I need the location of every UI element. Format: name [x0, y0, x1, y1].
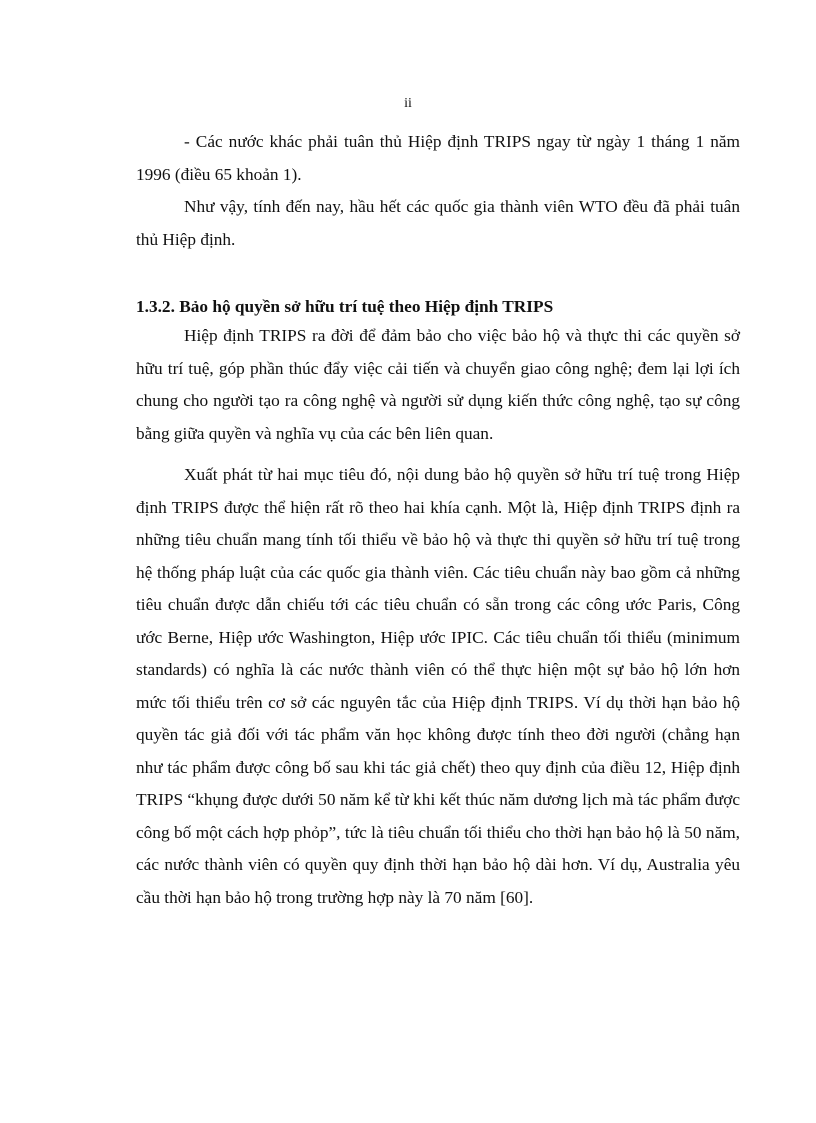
- paragraph: Như vậy, tính đến nay, hầu hết các quốc gia thành viên WTO đều đã phải tuân thủ Hiệp định.: [136, 197, 740, 249]
- section-body: [136, 320, 740, 914]
- paragraph: - Các nước khác phải tuân thủ Hiệp định TRIPS ngay từ ngày 1 tháng 1 năm 1996 (điều 65 khoản 1).: [136, 132, 740, 184]
- paragraph: Hiệp định TRIPS ra đời để đảm bảo cho việc bảo hộ và thực thi các quyền sở hữu trí tuệ, góp phần thúc đẩy việc cải tiến và chuyển giao công nghệ; đem lại lợi ích chung cho người tạo ra công nghệ và người sử dụng kiến thức công nghệ, tạo sự công bằng giữa quyền và nghĩa vụ của các bên liên quan.: [136, 326, 740, 443]
- intro-block: [136, 126, 740, 256]
- page-number: ii: [404, 96, 412, 111]
- section-heading: 1.3.2. Bảo hộ quyền sở hữu trí tuệ theo Hiệp định TRIPS: [136, 297, 554, 316]
- paragraph: Xuất phát từ hai mục tiêu đó, nội dung bảo hộ quyền sở hữu trí tuệ trong Hiệp định TRIPS được thể hiện rất rõ theo hai khía cạnh. Một là, Hiệp định TRIPS định ra những tiêu chuẩn mang tính tối thiểu về bảo hộ và thực thi quyền sở hữu trí tuệ trong hệ thống pháp luật của các quốc gia thành viên. Các tiêu chuẩn này bao gồm cả những tiêu chuẩn được dẫn chiếu tới các tiêu chuẩn có sẵn trong các công ước Paris, Công ước Berne, Hiệp ước Washington, Hiệp ước IPIC. Các tiêu chuẩn tối thiểu (minimum standards) có nghĩa là các nước thành viên có thể thực hiện một sự bảo hộ lớn hơn mức tối thiểu trên cơ sở các nguyên tắc của Hiệp định TRIPS. Ví dụ thời hạn bảo hộ quyền tác giả đối với tác phẩm văn học không được tính theo đời người (chẳng hạn như tác phẩm được công bố sau khi tác giả chết) theo quy định của điều 12, Hiệp định TRIPS “khụng được dưới 50 năm kể từ khi kết thúc năm dương lịch mà tác phẩm được công bố một cách hợp phỏp”, tức là tiêu chuẩn tối thiểu cho thời hạn bảo hộ là 50 năm, các nước thành viên có quyền quy định thời hạn bảo hộ dài hơn. Ví dụ, Australia yêu cầu thời hạn bảo hộ trong trường hợp này là 70 năm [60].: [136, 465, 740, 907]
